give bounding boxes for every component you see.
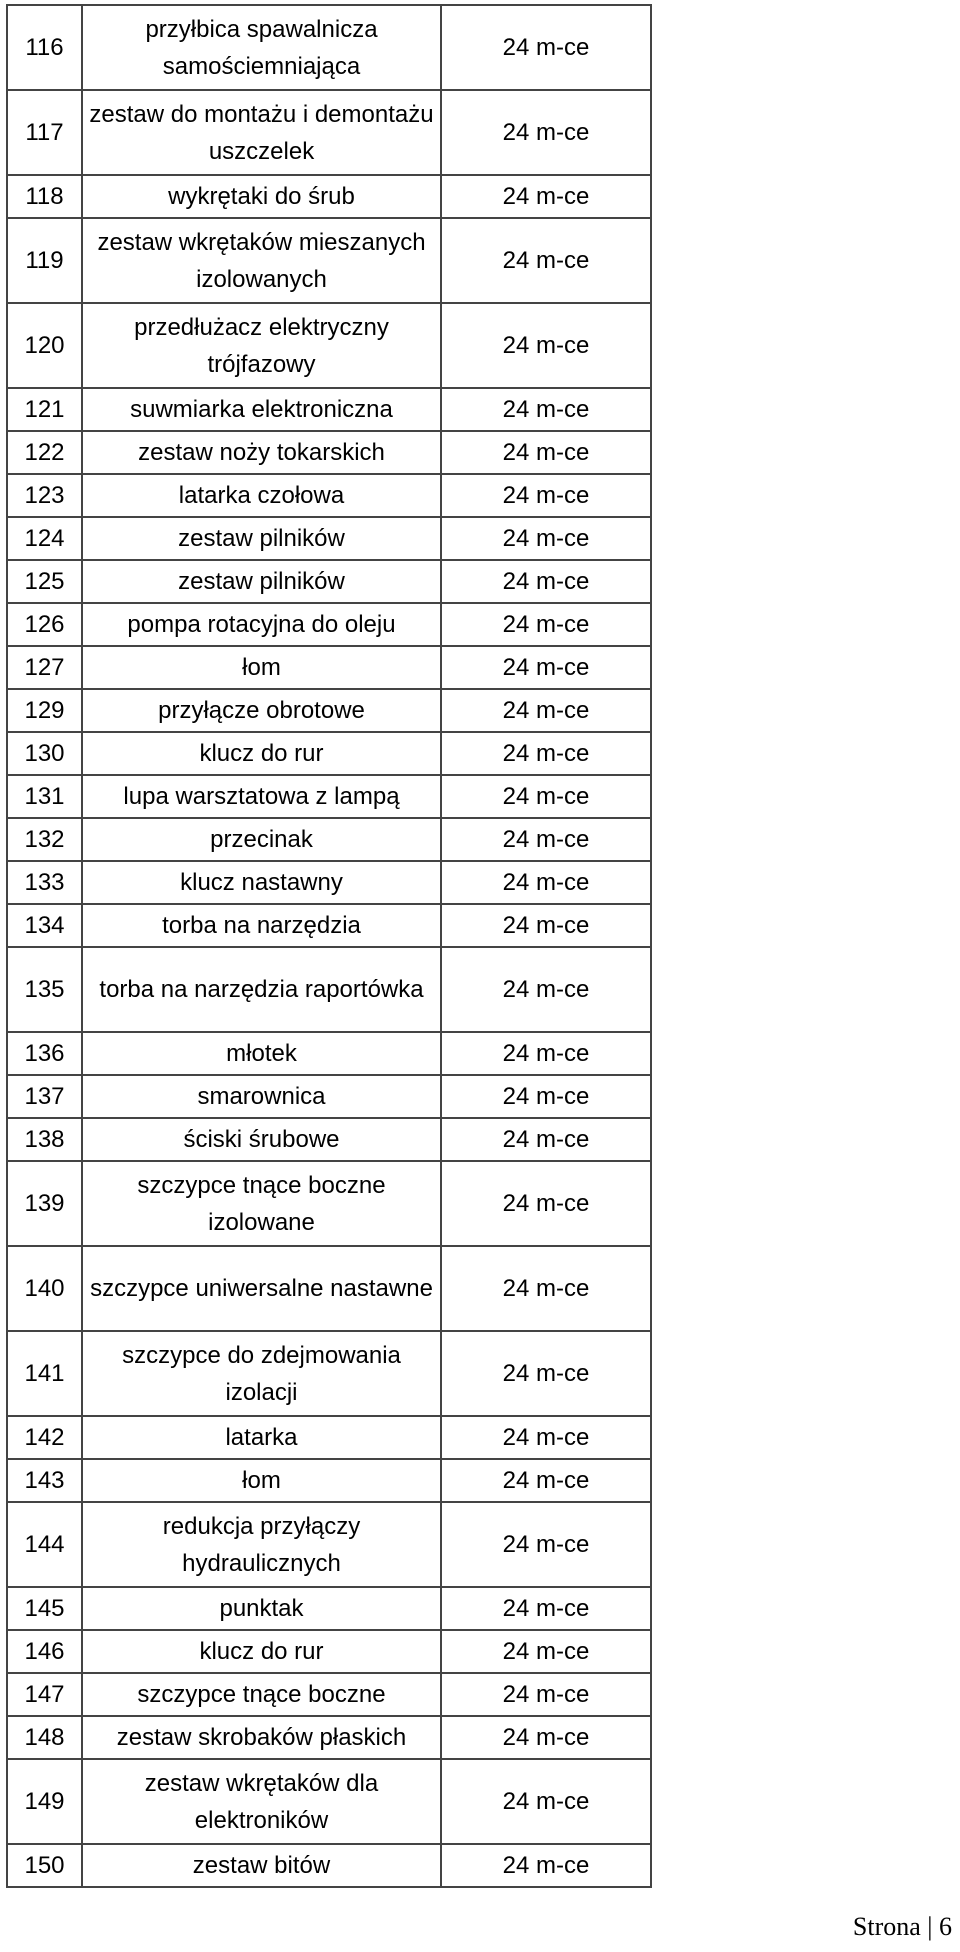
row-number: 145 <box>7 1587 82 1630</box>
warranty-period: 24 m-ce <box>441 175 651 218</box>
item-name: łom <box>82 1459 441 1502</box>
row-number: 118 <box>7 175 82 218</box>
row-number: 139 <box>7 1161 82 1246</box>
row-number: 146 <box>7 1630 82 1673</box>
item-name: redukcja przyłączy hydraulicznych <box>82 1502 441 1587</box>
warranty-period: 24 m-ce <box>441 1587 651 1630</box>
table-row <box>7 1716 651 1759</box>
table-row <box>7 1673 651 1716</box>
item-name: młotek <box>82 1032 441 1075</box>
table-row <box>7 904 651 947</box>
warranty-period: 24 m-ce <box>441 1416 651 1459</box>
warranty-period: 24 m-ce <box>441 1331 651 1416</box>
table-row <box>7 1075 651 1118</box>
warranty-period: 24 m-ce <box>441 474 651 517</box>
warranty-period: 24 m-ce <box>441 1246 651 1331</box>
row-number: 135 <box>7 947 82 1032</box>
page-number: Strona | 6 <box>852 1912 952 1941</box>
row-number: 132 <box>7 818 82 861</box>
row-number: 127 <box>7 646 82 689</box>
item-name: pompa rotacyjna do oleju <box>82 603 441 646</box>
table-row <box>7 818 651 861</box>
row-number: 130 <box>7 732 82 775</box>
table-row <box>7 1161 651 1246</box>
warranty-period: 24 m-ce <box>441 775 651 818</box>
table-row <box>7 1630 651 1673</box>
item-name: ściski śrubowe <box>82 1118 441 1161</box>
warranty-period: 24 m-ce <box>441 646 651 689</box>
item-name: przyłbica spawalnicza samościemniająca <box>82 5 441 90</box>
row-number: 143 <box>7 1459 82 1502</box>
row-number: 134 <box>7 904 82 947</box>
table-row <box>7 1759 651 1844</box>
item-name: torba na narzędzia raportówka <box>82 947 441 1032</box>
warranty-period: 24 m-ce <box>441 861 651 904</box>
row-number: 140 <box>7 1246 82 1331</box>
warranty-period: 24 m-ce <box>441 218 651 303</box>
row-number: 137 <box>7 1075 82 1118</box>
table-row <box>7 431 651 474</box>
row-number: 147 <box>7 1673 82 1716</box>
item-name: zestaw bitów <box>82 1844 441 1887</box>
warranty-period: 24 m-ce <box>441 904 651 947</box>
row-number: 120 <box>7 303 82 388</box>
warranty-period: 24 m-ce <box>441 1118 651 1161</box>
row-number: 138 <box>7 1118 82 1161</box>
row-number: 124 <box>7 517 82 560</box>
table-row <box>7 1331 651 1416</box>
item-name: torba na narzędzia <box>82 904 441 947</box>
item-name: suwmiarka elektroniczna <box>82 388 441 431</box>
warranty-period: 24 m-ce <box>441 560 651 603</box>
item-name: latarka czołowa <box>82 474 441 517</box>
item-name: szczypce tnące boczne izolowane <box>82 1161 441 1246</box>
table-row <box>7 646 651 689</box>
table-row <box>7 861 651 904</box>
table-row <box>7 1246 651 1331</box>
row-number: 136 <box>7 1032 82 1075</box>
item-name: klucz do rur <box>82 1630 441 1673</box>
row-number: 133 <box>7 861 82 904</box>
warranty-period: 24 m-ce <box>441 1459 651 1502</box>
warranty-period: 24 m-ce <box>441 517 651 560</box>
row-number: 119 <box>7 218 82 303</box>
item-name: zestaw pilników <box>82 517 441 560</box>
table-row <box>7 689 651 732</box>
row-number: 141 <box>7 1331 82 1416</box>
warranty-period: 24 m-ce <box>441 603 651 646</box>
table-row <box>7 1118 651 1161</box>
warranty-period: 24 m-ce <box>441 90 651 175</box>
warranty-period: 24 m-ce <box>441 818 651 861</box>
row-number: 149 <box>7 1759 82 1844</box>
item-name: lupa warsztatowa z lampą <box>82 775 441 818</box>
table-row <box>7 947 651 1032</box>
item-name: zestaw pilników <box>82 560 441 603</box>
row-number: 144 <box>7 1502 82 1587</box>
warranty-period: 24 m-ce <box>441 1075 651 1118</box>
table-row <box>7 1032 651 1075</box>
item-name: szczypce uniwersalne nastawne <box>82 1246 441 1331</box>
row-number: 125 <box>7 560 82 603</box>
table-row <box>7 1844 651 1887</box>
warranty-period: 24 m-ce <box>441 1716 651 1759</box>
row-number: 148 <box>7 1716 82 1759</box>
warranty-period: 24 m-ce <box>441 1502 651 1587</box>
item-name: punktak <box>82 1587 441 1630</box>
warranty-period: 24 m-ce <box>441 1032 651 1075</box>
row-number: 131 <box>7 775 82 818</box>
item-name: zestaw wkrętaków mieszanych izolowanych <box>82 218 441 303</box>
warranty-period: 24 m-ce <box>441 1844 651 1887</box>
table-row <box>7 388 651 431</box>
table-row <box>7 732 651 775</box>
warranty-period: 24 m-ce <box>441 388 651 431</box>
table-row <box>7 1416 651 1459</box>
table-row <box>7 1587 651 1630</box>
item-name: zestaw noży tokarskich <box>82 431 441 474</box>
table-row <box>7 1459 651 1502</box>
warranty-period: 24 m-ce <box>441 1759 651 1844</box>
warranty-period: 24 m-ce <box>441 303 651 388</box>
row-number: 121 <box>7 388 82 431</box>
table-row <box>7 775 651 818</box>
warranty-period: 24 m-ce <box>441 732 651 775</box>
row-number: 126 <box>7 603 82 646</box>
table-row <box>7 303 651 388</box>
warranty-period: 24 m-ce <box>441 5 651 90</box>
table-row <box>7 5 651 90</box>
warranty-period: 24 m-ce <box>441 1630 651 1673</box>
item-name: klucz do rur <box>82 732 441 775</box>
item-name: przyłącze obrotowe <box>82 689 441 732</box>
row-number: 123 <box>7 474 82 517</box>
warranty-period: 24 m-ce <box>441 1673 651 1716</box>
warranty-period: 24 m-ce <box>441 689 651 732</box>
warranty-period: 24 m-ce <box>441 431 651 474</box>
item-name: zestaw do montażu i demontażu uszczelek <box>82 90 441 175</box>
row-number: 122 <box>7 431 82 474</box>
row-number: 129 <box>7 689 82 732</box>
table-row <box>7 175 651 218</box>
item-name: przedłużacz elektryczny trójfazowy <box>82 303 441 388</box>
table-row <box>7 90 651 175</box>
item-name: szczypce tnące boczne <box>82 1673 441 1716</box>
table-row <box>7 218 651 303</box>
row-number: 116 <box>7 5 82 90</box>
row-number: 150 <box>7 1844 82 1887</box>
item-name: wykrętaki do śrub <box>82 175 441 218</box>
table-row <box>7 1502 651 1587</box>
item-name: przecinak <box>82 818 441 861</box>
table-row <box>7 603 651 646</box>
warranty-period: 24 m-ce <box>441 1161 651 1246</box>
table-row <box>7 474 651 517</box>
item-name: zestaw wkrętaków dla elektroników <box>82 1759 441 1844</box>
table-row <box>7 560 651 603</box>
item-name: łom <box>82 646 441 689</box>
warranty-period: 24 m-ce <box>441 947 651 1032</box>
table-row <box>7 517 651 560</box>
item-name: zestaw skrobaków płaskich <box>82 1716 441 1759</box>
equipment-table <box>6 4 652 1888</box>
row-number: 117 <box>7 90 82 175</box>
item-name: klucz nastawny <box>82 861 441 904</box>
item-name: szczypce do zdejmowania izolacji <box>82 1331 441 1416</box>
table-body <box>7 5 651 1887</box>
row-number: 142 <box>7 1416 82 1459</box>
item-name: latarka <box>82 1416 441 1459</box>
item-name: smarownica <box>82 1075 441 1118</box>
